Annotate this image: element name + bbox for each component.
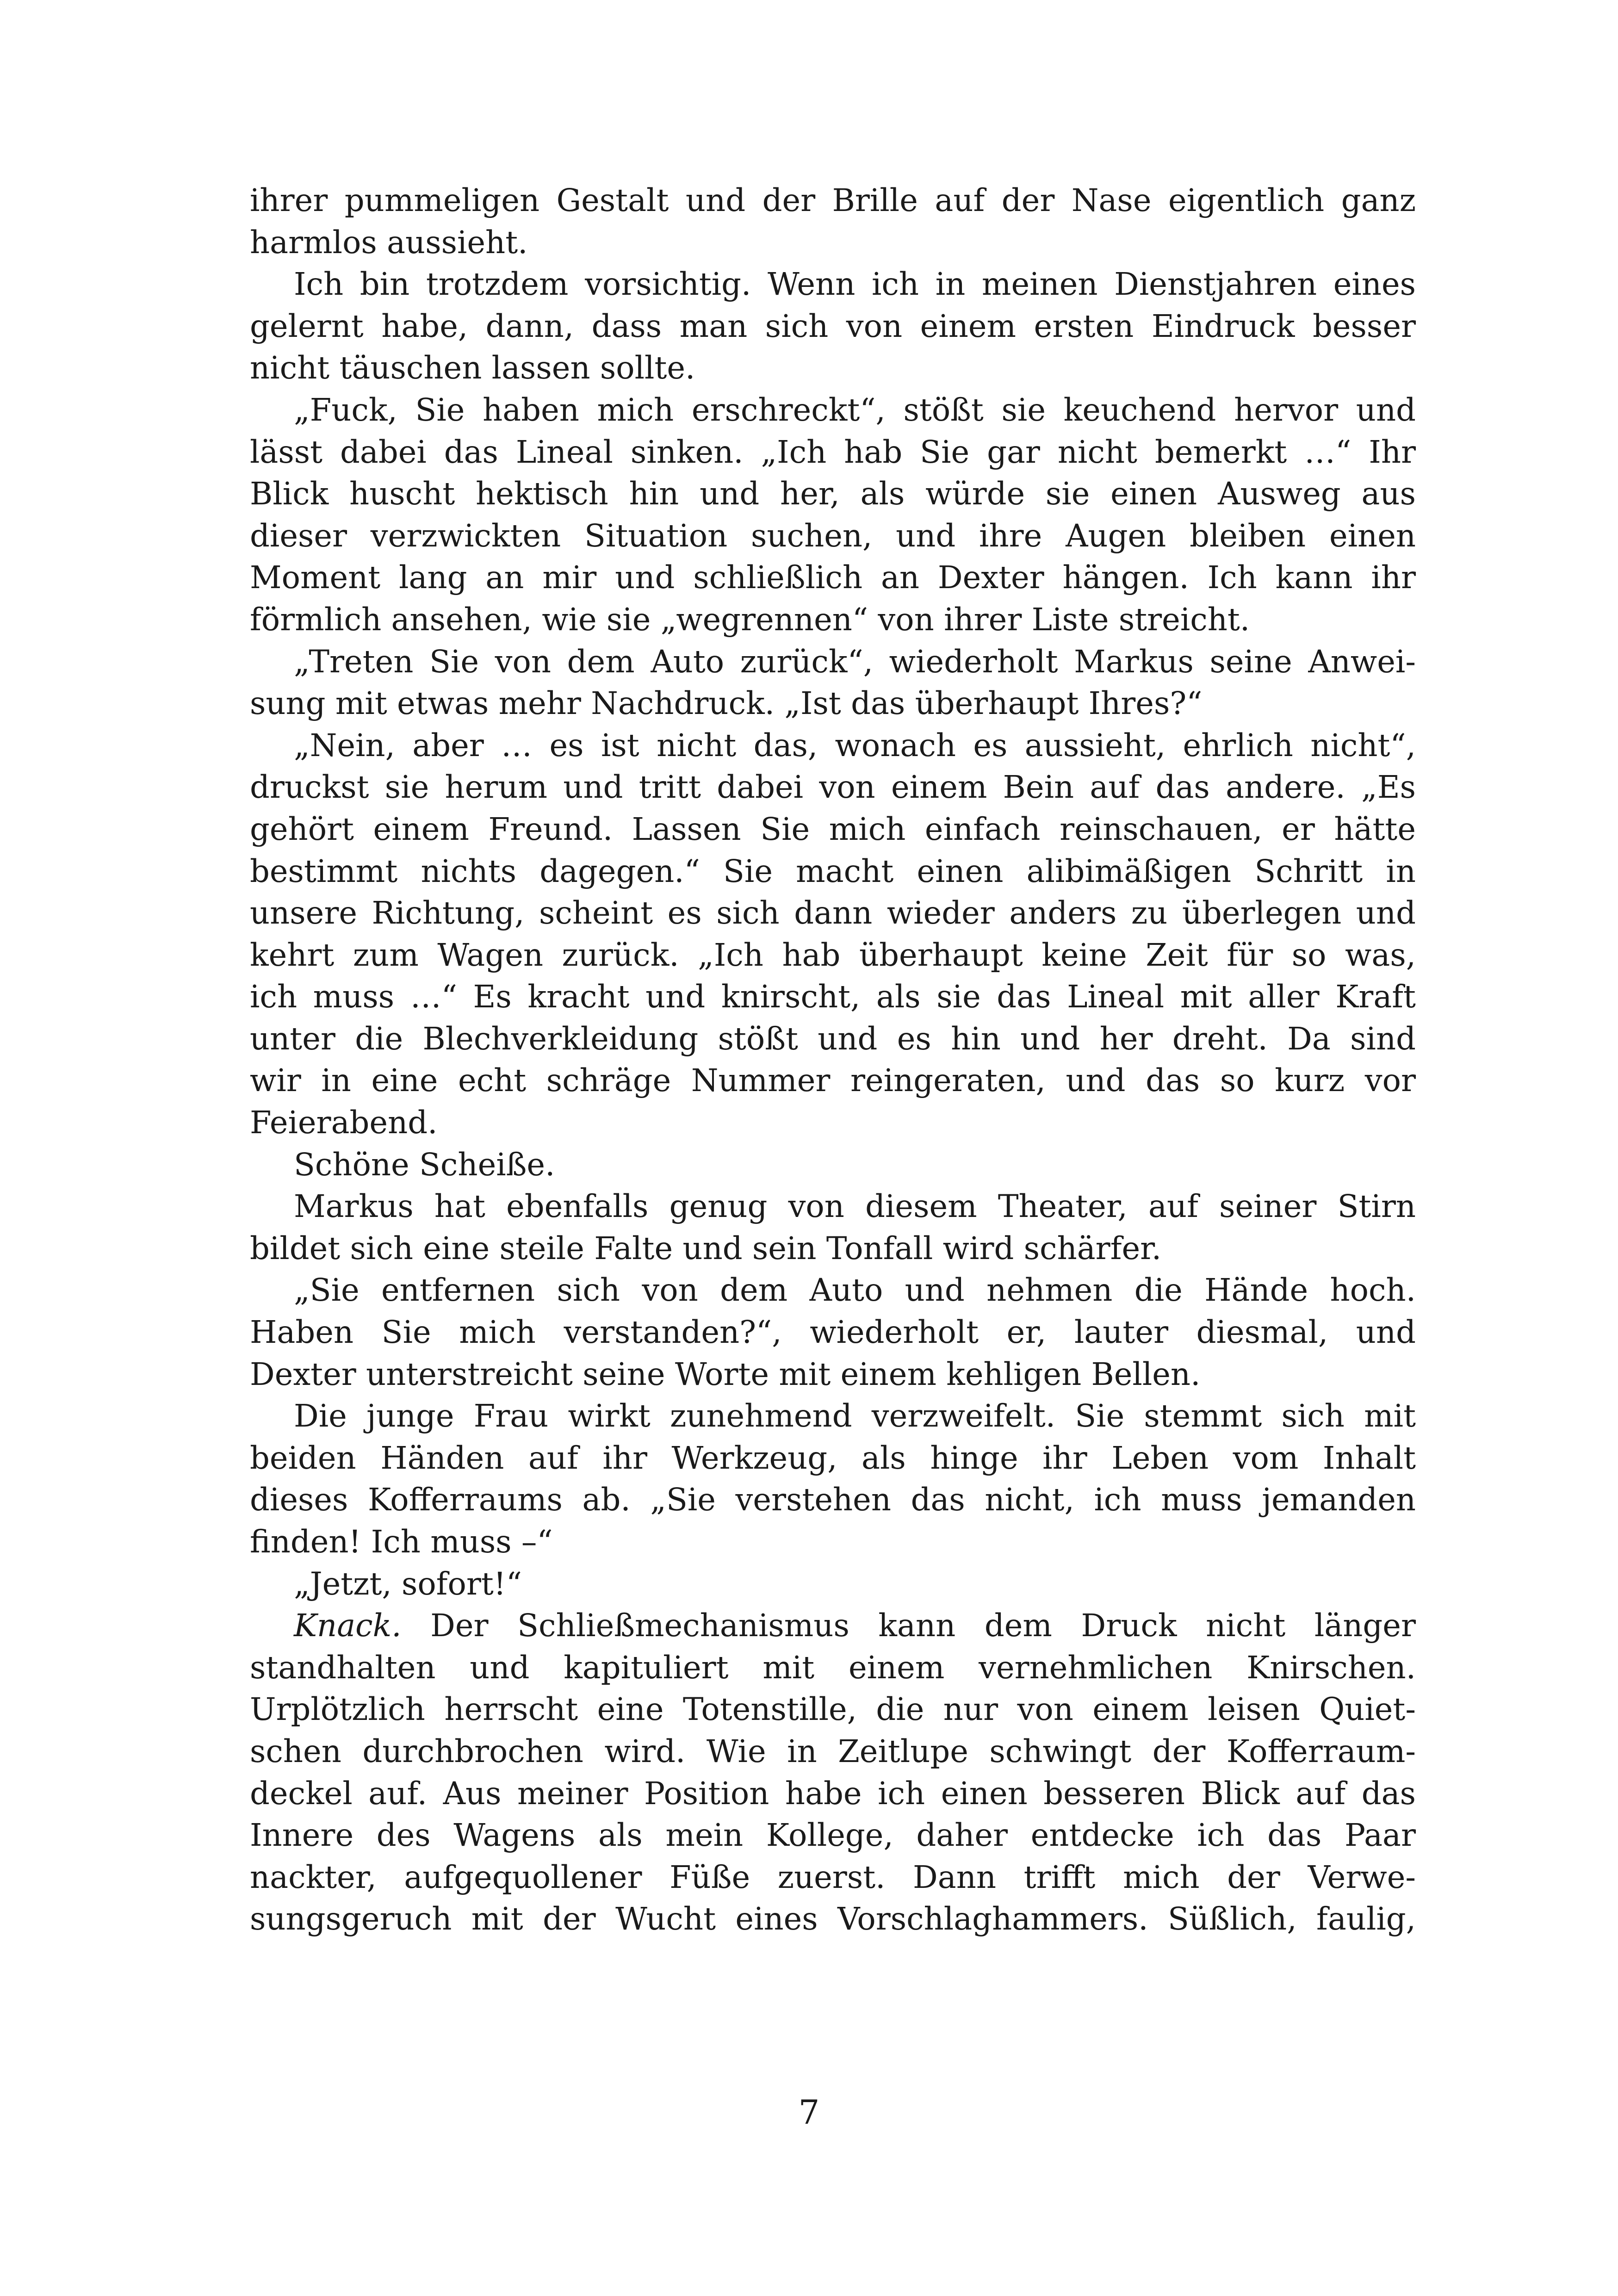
page-number: 7 — [798, 2093, 820, 2132]
text-line: Ich bin trotzdem vorsichtig. Wenn ich in meinen Dienstjahren eines — [294, 266, 1416, 303]
text-line: Haben Sie mich verstanden?“, wiederholt er, lauter diesmal, und — [250, 1314, 1416, 1351]
text-line — [250, 1605, 1416, 1647]
text-line: gehört einem Freund. Lassen Sie mich einfach reinschauen, er hätte — [250, 811, 1416, 847]
text-line: Blick huscht hektisch hin und her, als würde sie einen Ausweg aus — [250, 476, 1416, 512]
line-text: Der Schließmechanismus kann dem Druck nicht länger — [401, 1607, 1416, 1644]
text-line: Schöne Scheiße. — [294, 1146, 555, 1183]
text-line: Feierabend. — [250, 1105, 438, 1141]
text-line: wir in eine echt schräge Nummer reingeraten, und das so kurz vor — [250, 1062, 1416, 1099]
text-line: dieser verzwickten Situation suchen, und ihre Augen bleiben einen — [250, 517, 1416, 554]
text-line: „Fuck, Sie haben mich erschreckt“, stößt sie keuchend hervor und — [294, 391, 1416, 428]
text-line: dieses Kofferraums ab. „Sie verstehen das nicht, ich muss jemanden — [250, 1482, 1416, 1518]
text-line: gelernt habe, dann, dass man sich von einem ersten Eindruck besser — [250, 308, 1416, 344]
text-line: nackter, aufgequollener Füße zuerst. Dann trifft mich der Verwe- — [250, 1859, 1416, 1895]
text-line: Die junge Frau wirkt zunehmend verzweifelt. Sie stemmt sich mit — [294, 1398, 1416, 1434]
text-line: Moment lang an mir und schließlich an Dexter hängen. Ich kann ihr — [250, 559, 1416, 596]
text-line: Markus hat ebenfalls genug von diesem Theater, auf seiner Stirn — [294, 1188, 1416, 1225]
text-line: förmlich ansehen, wie sie „wegrennen“ von ihrer Liste streicht. — [250, 601, 1250, 638]
text-line: standhalten und kapituliert mit einem vernehmlichen Knirschen. — [250, 1649, 1416, 1686]
text-line: „Treten Sie von dem Auto zurück“, wiederholt Markus seine Anwei- — [294, 643, 1416, 680]
text-line: „Jetzt, sofort!“ — [294, 1565, 522, 1602]
text-line: Dexter unterstreicht seine Worte mit einem kehligen Bellen. — [250, 1356, 1201, 1392]
text-line: nicht täuschen lassen sollte. — [250, 350, 695, 386]
text-line: bestimmt nichts dagegen.“ Sie macht einen alibimäßigen Schritt in — [250, 853, 1416, 889]
text-line: lässt dabei das Lineal sinken. „Ich hab Sie gar nicht bemerkt …“ Ihr — [250, 434, 1416, 470]
text-line: ich muss …“ Es kracht und knirscht, als sie das Lineal mit aller Kraft — [250, 979, 1416, 1015]
text-line: sungsgeruch mit der Wucht eines Vorschlaghammers. Süßlich, faulig, — [250, 1901, 1416, 1937]
text-line: „Sie entfernen sich von dem Auto und nehmen die Hände hoch. — [294, 1272, 1416, 1309]
text-line: Innere des Wagens als mein Kollege, daher entdecke ich das Paar — [250, 1817, 1416, 1854]
text-line: kehrt zum Wagen zurück. „Ich hab überhaupt keine Zeit für so was, — [250, 937, 1416, 973]
text-line: deckel auf. Aus meiner Position habe ich einen besseren Blick auf das — [250, 1775, 1416, 1812]
text-line: ihrer pummeligen Gestalt und der Brille auf der Nase eigentlich ganz — [250, 182, 1416, 218]
italic-word: Knack. — [294, 1607, 402, 1644]
text-line: schen durchbrochen wird. Wie in Zeitlupe schwingt der Kofferraum- — [250, 1733, 1416, 1769]
text-line: Urplötzlich herrscht eine Totenstille, die nur von einem leisen Quiet- — [250, 1691, 1416, 1728]
text-line: finden! Ich muss –“ — [250, 1524, 553, 1560]
text-line: sung mit etwas mehr Nachdruck. „Ist das überhaupt Ihres?“ — [250, 685, 1203, 722]
text-line: beiden Händen auf ihr Werkzeug, als hinge ihr Leben vom Inhalt — [250, 1440, 1416, 1476]
body-text — [250, 180, 1416, 1940]
text-line: „Nein, aber … es ist nicht das, wonach es aussieht, ehrlich nicht“, — [294, 727, 1416, 763]
text-line: unter die Blechverkleidung stößt und es hin und her dreht. Da sind — [250, 1020, 1416, 1057]
text-line: harmlos aussieht. — [250, 224, 528, 261]
text-line: unsere Richtung, scheint es sich dann wieder anders zu überlegen und — [250, 895, 1416, 931]
text-line: druckst sie herum und tritt dabei von einem Bein auf das andere. „Es — [250, 769, 1416, 806]
text-line: bildet sich eine steile Falte und sein Tonfall wird schärfer. — [250, 1230, 1162, 1266]
